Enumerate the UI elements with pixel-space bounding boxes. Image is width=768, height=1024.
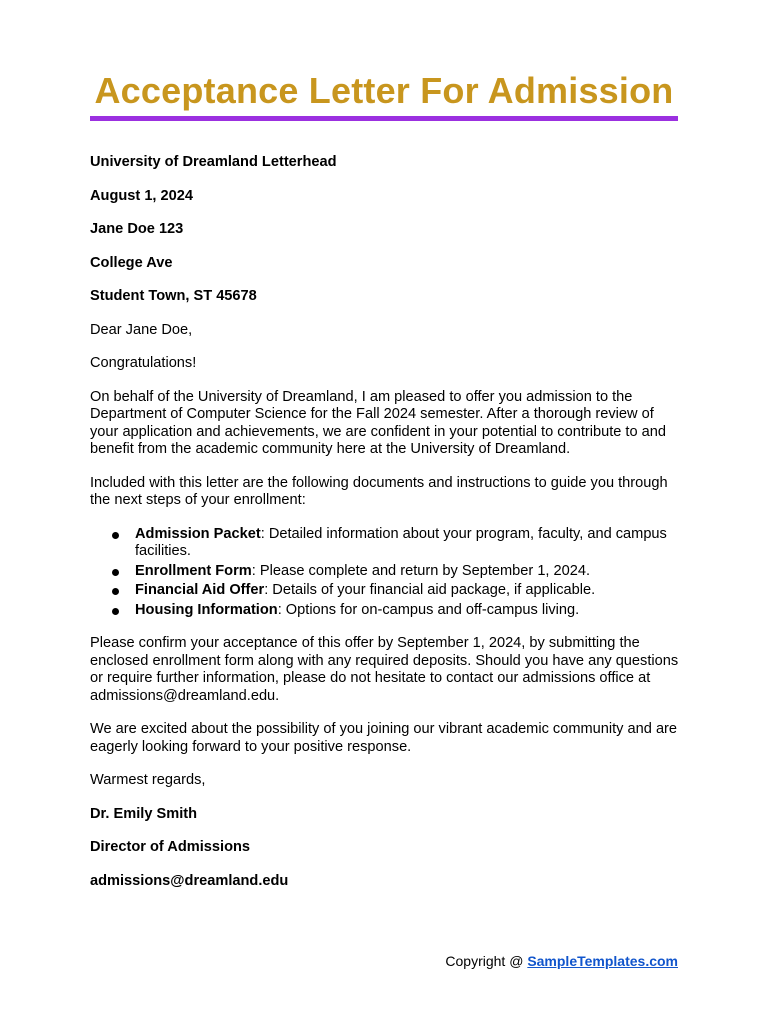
document-name: Enrollment Form [135, 562, 252, 579]
document-desc: : Please complete and return by September 1, 2024. [251, 562, 591, 579]
list-item [90, 602, 682, 620]
signer-name: Dr. Emily Smith [90, 805, 198, 822]
bullet-icon [112, 532, 119, 539]
document-desc: : Details of your financial aid package, if applicable. [264, 582, 596, 598]
footer-copyright [445, 953, 678, 970]
congratulations: Congratulations! [90, 355, 197, 371]
document-desc: : Detailed information about your program, faculty, and campus facilities. [135, 525, 667, 559]
list-item [90, 563, 682, 581]
bullet-icon [112, 588, 119, 595]
list-item [90, 582, 682, 600]
document-name: Financial Aid Offer [135, 582, 265, 598]
copyright-prefix: Copyright @ [445, 953, 528, 969]
title-block [90, 66, 678, 121]
signer-email: admissions@dreamland.edu [90, 872, 289, 889]
signer-title: Director of Admissions [90, 839, 251, 855]
bullet-icon [112, 569, 119, 576]
confirm-paragraph: Please confirm your acceptance of this offer by September 1, 2024, by submitting the enclosed enrollment form along with any required deposits. Should you have any questions or require further information, please do not hesitate to contact our admissions office at admissions@dreamland.edu. [90, 635, 679, 704]
letter-date: August 1, 2024 [90, 187, 194, 204]
document-name: Admission Packet [135, 525, 261, 542]
bullet-icon [112, 608, 119, 615]
documents-intro: Included with this letter are the following documents and instructions to guide you through the next steps of your enrollment: [90, 474, 668, 508]
title-underline [90, 116, 678, 121]
closing-phrase: Warmest regards, [90, 772, 206, 788]
letterhead: University of Dreamland Letterhead [90, 154, 337, 170]
recipient-city: Student Town, ST 45678 [90, 288, 257, 304]
salutation: Dear Jane Doe, [90, 321, 193, 338]
list-item [90, 526, 682, 561]
page-title: Acceptance Letter For Admission [94, 70, 674, 111]
recipient-name: Jane Doe 123 [90, 221, 184, 237]
documents-list [90, 526, 682, 620]
document-desc: : Options for on-campus and off-campus living. [277, 601, 580, 618]
letter-body [90, 154, 682, 906]
document-name: Housing Information [135, 601, 278, 618]
offer-paragraph: On behalf of the University of Dreamland, I am pleased to offer you admission to the Department of Computer Science for the Fall 2024 semester. After a thorough review of your application and achievements, we are confident in your potential to contribute to and benefit from the academic community here at the University of Dreamland. [90, 388, 667, 457]
recipient-street: College Ave [90, 254, 173, 271]
closing-paragraph: We are excited about the possibility of you joining our vibrant academic community and are eagerly looking forward to your positive response. [90, 721, 678, 755]
sample-templates-link[interactable]: SampleTemplates.com [527, 953, 678, 969]
